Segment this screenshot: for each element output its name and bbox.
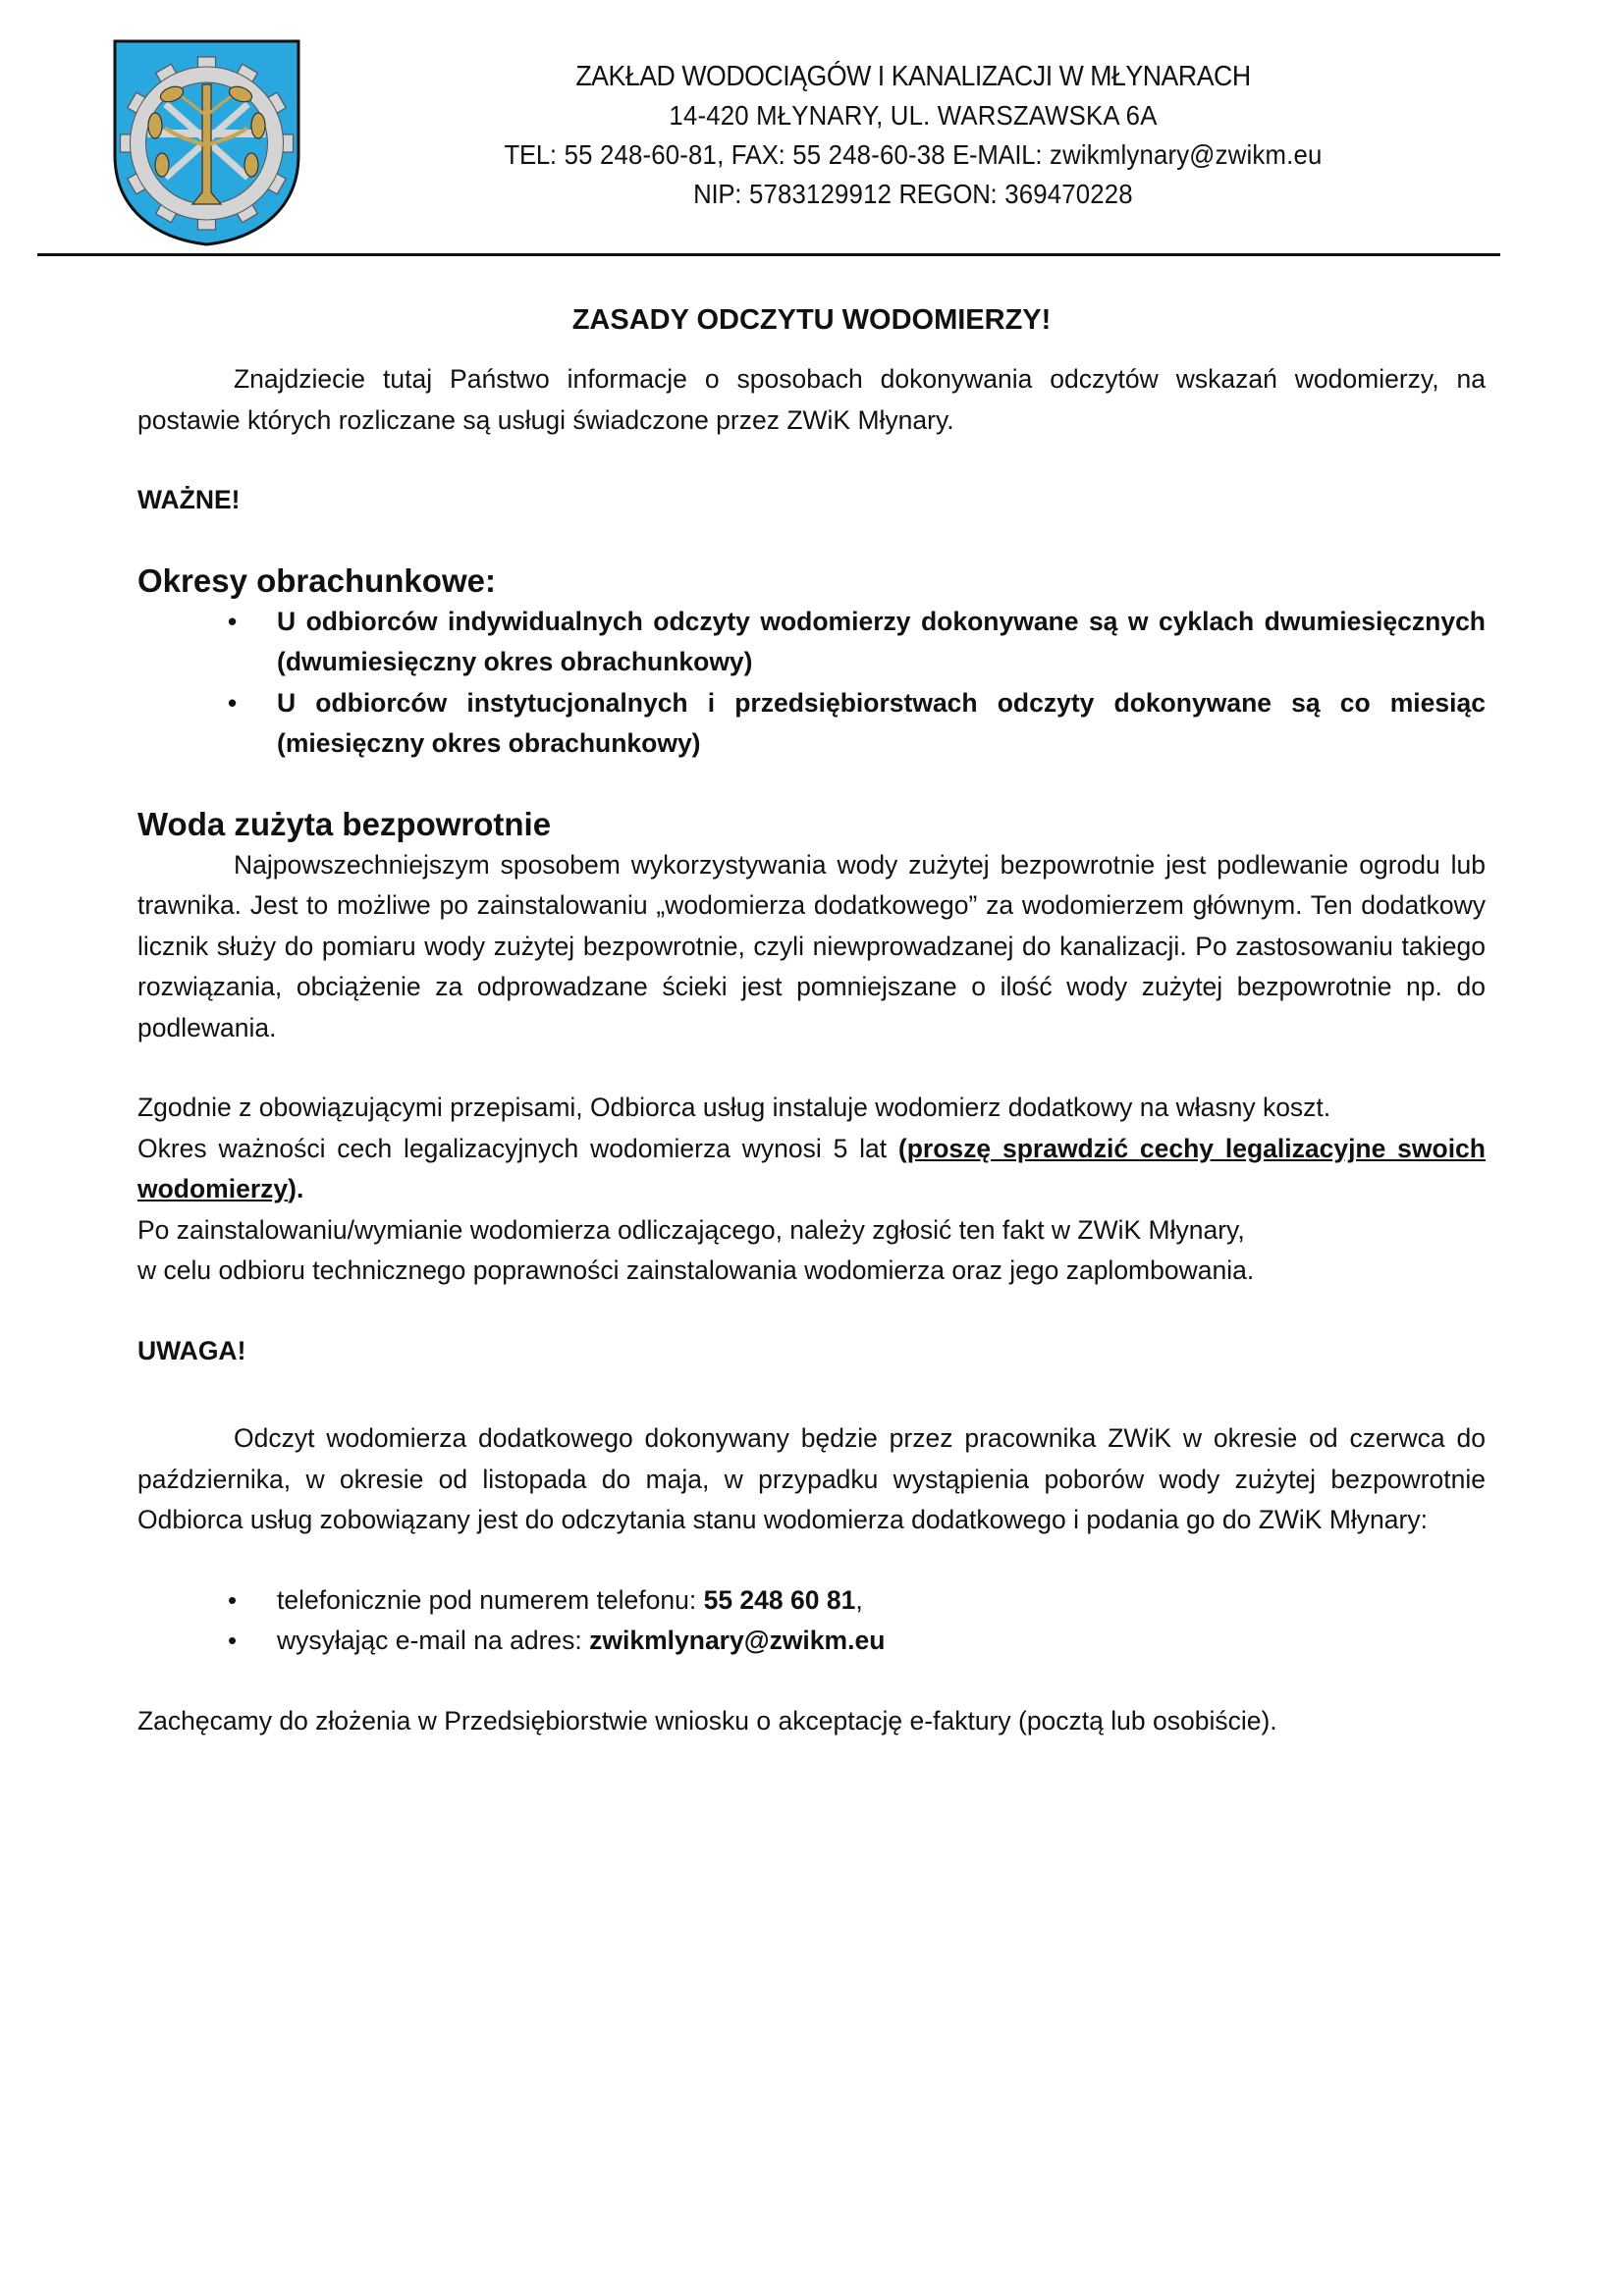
irrecoverable-water-paragraph: Najpowszechniejszym sposobem wykorzystywania wody zużytej bezpowrotnie jest podlewanie ogrodu lub trawnika. Jest to możliwe po zainstalowaniu „wodomierza dodatkowego” za wodomierzem głównym. Ten dodatkowy licznik służy do pomiaru wody zużytej bezpowrotnie, czyli niewprowadzanej do kanalizacji. Po zastosowaniu takiego rozwiązania, obciążenie za odprowadzane ścieki jest pomniejszane o ilość wody zużytej bezpowrotnie np. do podlewania. [137, 849, 1486, 1042]
email-address[interactable]: zwikmlynary@zwikm.eu [589, 1626, 886, 1655]
fax-value: : 55 248-60-38 [778, 139, 953, 170]
list-item: • wysyłając e-mail na adres: zwikmlynary@zwikm.eu [277, 1621, 1486, 1662]
tel-label: TEL [504, 139, 550, 170]
bullet-icon: • [228, 1626, 238, 1655]
irrecoverable-water-heading: Woda zużyta bezpowrotnie [137, 805, 552, 842]
attention-label: UWAGA! [137, 1335, 246, 1365]
org-name: ZAKŁAD WODOCIĄGÓW I KANALIZACJI W MŁYNARACH [575, 61, 1251, 92]
letterhead [363, 57, 1463, 214]
billing-periods-list [137, 602, 1486, 765]
technical-acceptance-line: w celu odbioru technicznego poprawności zainstalowania wodomierza oraz jego zaplombowania. [137, 1255, 1255, 1285]
email-value[interactable]: : zwikmlynary@zwikm.eu [1035, 139, 1323, 170]
document-body [137, 285, 1486, 1741]
bullet-icon: • [228, 687, 238, 718]
important-label: WAŻNE! [137, 485, 241, 514]
document-title: ZASADY ODCZYTU WODOMIERZY! [571, 304, 1052, 336]
regon-label: REGON [898, 179, 991, 209]
contact-line [407, 135, 1419, 175]
billing-periods-heading: Okresy obrachunkowe: [137, 561, 496, 599]
list-item: • U odbiorców instytucjonalnych i przedsiębiorstwach odczyty dokonywane są co miesiąc (miesięczny okres obrachunkowy) [277, 683, 1486, 765]
coat-of-arms-logo [111, 37, 302, 248]
phone-number[interactable]: 55 248 60 81 [703, 1584, 856, 1615]
reading-paragraph: Odczyt wodomierza dodatkowego dokonywany będzie przez pracownika ZWiK w okresie od czerwca do października, w okresie od listopada do maja, w przypadku wystąpienia poborów wody zużytej bezpowrotnie Odbiorca usług zobowiązany jest do odczytania stanu wodomierza dodatkowego i podania go do ZWiK Młynary: [137, 1423, 1486, 1534]
header-divider [37, 253, 1500, 256]
fax-label: FAX [731, 139, 779, 170]
regulations-line: Zgodnie z obowiązującymi przepisami, Odbiorca usług instaluje wodomierz dodatkowy na własny koszt. [137, 1093, 1331, 1122]
closing-paragraph: Zachęcamy do złożenia w Przedsiębiorstwie wniosku o akceptację e-faktury (pocztą lub osobiście). [137, 1705, 1277, 1735]
email-label: E-MAIL [952, 139, 1036, 170]
contact-methods-list [137, 1580, 1486, 1662]
org-address: 14-420 MŁYNARY, UL. WARSZAWSKA 6A [669, 100, 1158, 131]
intro-paragraph: Znajdziecie tutaj Państwo informacje o sposobach dokonywania odczytów wskazań wodomierzy, na postawie których rozliczane są usługi świadczone przez ZWiK Młynary. [137, 364, 1486, 435]
bullet-icon: • [228, 606, 238, 636]
list-item: • U odbiorców indywidualnych odczyty wodomierzy dokonywane są w cyklach dwumiesięcznych (dwumiesięczny okres obrachunkowy) [277, 602, 1486, 683]
validity-emphasis: proszę sprawdzić cechy legalizacyjne swoich wodomierzy [137, 1133, 1486, 1203]
validity-line: Okres ważności cech legalizacyjnych wodomierza wynosi 5 lat (proszę sprawdzić cechy legalizacyjne swoich wodomierzy). [137, 1133, 1486, 1203]
tel-value: : 55 248-60-81, [549, 139, 731, 170]
registry-line [407, 175, 1419, 214]
list-item: • telefonicznie pod numerem telefonu: 55 248 60 81, [277, 1580, 1486, 1622]
regon-value: : 369470228 [990, 179, 1133, 209]
coat-of-arms-gear-tree-icon [111, 37, 302, 248]
bullet-icon: • [228, 1584, 238, 1615]
nip-value: : 5783129912 [734, 179, 899, 209]
nip-label: NIP [693, 179, 735, 209]
installation-report-line: Po zainstalowaniu/wymianie wodomierza odliczającego, należy zgłosić ten fakt w ZWiK Młynary, [137, 1214, 1245, 1245]
